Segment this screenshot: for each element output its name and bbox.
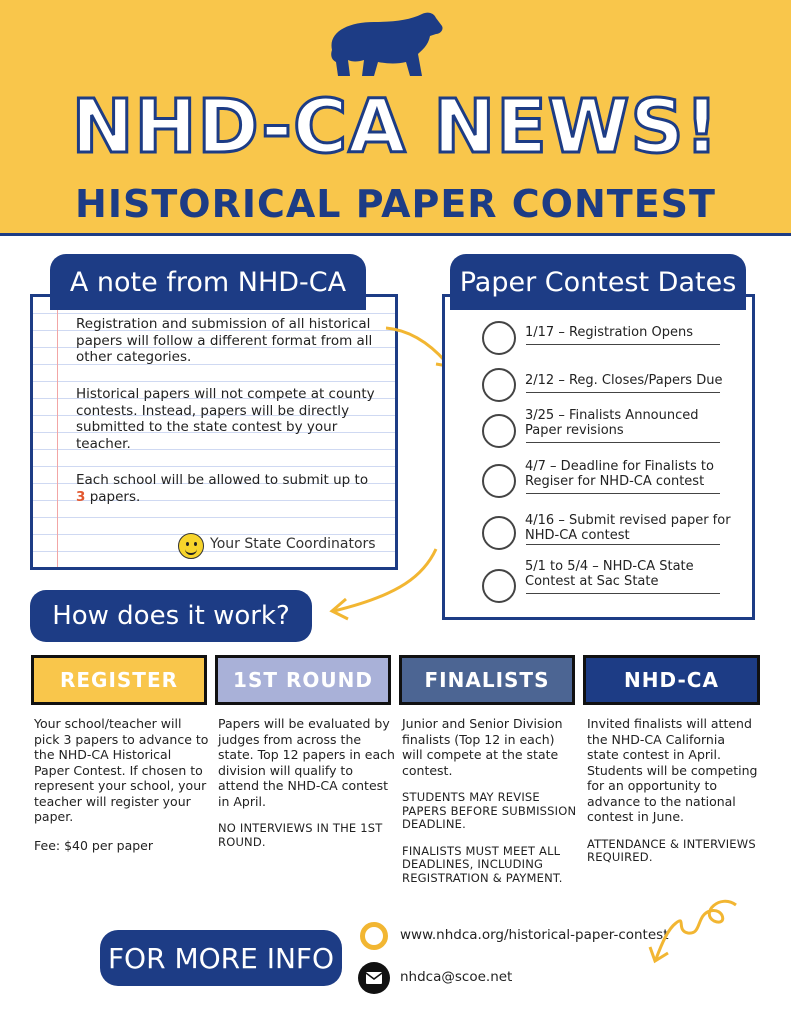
nhd-ca-description: Invited finalists will attend the NHD-CA California state contest in April. Students will be competing for an opportunity to advance to the national contest in June. ATTENDANCE & INTERVIEWS REQUIRED. <box>587 716 758 864</box>
smiley-icon <box>178 533 204 559</box>
date-item-4: 4/7 – Deadline for Finalists to Regiser for NHD-CA contest <box>525 459 714 489</box>
date-divider <box>526 442 720 443</box>
paper-limit-number: 3 <box>76 488 86 505</box>
website-link[interactable]: www.nhdca.org/historical-paper-contest <box>400 927 669 943</box>
date-divider <box>526 544 720 545</box>
step-finalists: FINALISTS <box>399 655 575 705</box>
more-info-button[interactable]: FOR MORE INFO <box>100 930 342 986</box>
date-checkbox <box>482 516 516 550</box>
note-heading: A note from NHD-CA <box>50 254 366 310</box>
first-round-description: Papers will be evaluated by judges from across the state. Top 12 papers in each division will qualify to attend the NHD-CA contest in April. NO INTERVIEWS IN THE 1ST ROUND. <box>218 716 395 849</box>
envelope-icon <box>358 962 390 994</box>
date-item-3: 3/25 – Finalists Announced Paper revisions <box>525 408 699 438</box>
envelope-glyph <box>365 971 383 985</box>
swirl-arrow-icon <box>640 895 750 975</box>
date-divider <box>526 344 720 345</box>
date-checkbox <box>482 414 516 448</box>
date-checkbox <box>482 464 516 498</box>
date-checkbox <box>482 321 516 355</box>
date-item-2: 2/12 – Reg. Closes/Papers Due <box>525 373 723 388</box>
date-checkbox <box>482 368 516 402</box>
note-paragraph-2: Historical papers will not compete at county contests. Instead, papers will be directly submitted to the state contest by your teacher. <box>76 386 375 452</box>
step-first-round: 1ST ROUND <box>215 655 391 705</box>
date-divider <box>526 392 720 393</box>
signature: Your State Coordinators <box>210 536 376 552</box>
date-divider <box>526 493 720 494</box>
date-divider <box>526 593 720 594</box>
arrow-left-icon <box>320 545 450 625</box>
note-paragraph-3: Each school will be allowed to submit up to 3 papers. <box>76 472 369 505</box>
date-checkbox <box>482 569 516 603</box>
date-item-1: 1/17 – Registration Opens <box>525 325 693 340</box>
circle-icon <box>360 922 388 950</box>
register-description: Your school/teacher will pick 3 papers to advance to the NHD-CA Historical Paper Contest. If chosen to represent your school, your teacher will register your paper. Fee: $40 per paper <box>34 716 212 866</box>
newsletter-title: NHD-CA NEWS! <box>71 84 720 170</box>
fee-text: Fee: $40 per paper <box>34 837 154 853</box>
step-nhd-ca: NHD-CA <box>583 655 760 705</box>
bear-icon <box>318 10 446 82</box>
newsletter-subtitle: HISTORICAL PAPER CONTEST <box>75 182 716 226</box>
how-heading: How does it work? <box>30 590 312 642</box>
note-paragraph-1: Registration and submission of all historical papers will follow a different format from all other categories. <box>76 316 373 365</box>
date-item-5: 4/16 – Submit revised paper for NHD-CA contest <box>525 513 731 543</box>
date-item-6: 5/1 to 5/4 – NHD-CA State Contest at Sac State <box>525 559 694 589</box>
step-register: REGISTER <box>31 655 207 705</box>
dates-heading: Paper Contest Dates <box>450 254 746 310</box>
finalists-description: Junior and Senior Division finalists (Top 12 in each) will compete at the state contest. STUDENTS MAY REVISE PAPERS BEFORE SUBMISSION DEADLINE. FINALISTS MUST MEET ALL DEADLINES, INCLUDING REGISTRATION & PAYMENT. <box>402 716 577 885</box>
email-link[interactable]: nhdca@scoe.net <box>400 969 513 985</box>
header-banner <box>0 0 791 236</box>
